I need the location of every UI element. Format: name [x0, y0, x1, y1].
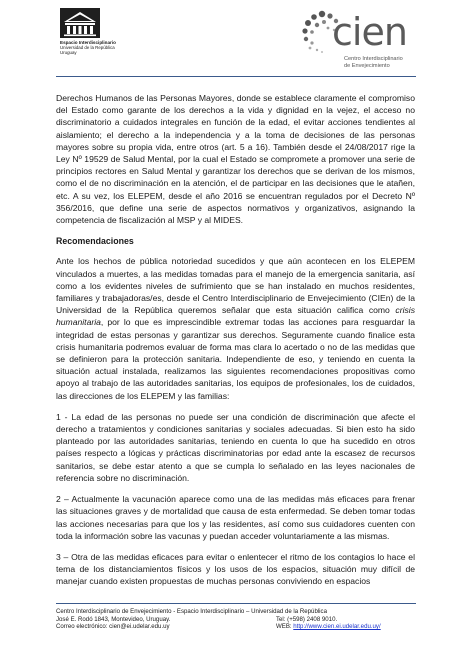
- building-logo-icon: [60, 8, 100, 38]
- footer-email: Correo electrónico: cien@ei.udelar.edu.uy: [56, 623, 170, 631]
- crisis-humanitaria-emphasis: crisis humanitaria: [56, 305, 415, 328]
- section-heading-recomendaciones: Recomendaciones: [56, 236, 134, 247]
- document-body: [56, 92, 415, 597]
- page-header: [0, 0, 470, 92]
- paragraph-intro-part-b: , por lo que es imprescindible extremar todas las acciones para resguardar la integridad de estas personas y garantizar sus derechos. Seguramente cuando finalice esta crisis humanitaria podremos evaluar de forma mas clara lo acertado o no de las medidas que se definieron para la protección sanitaria. Independiente de eso, y teniendo en cuenta la situación actual instalada, realizamos las siguientes recomendaciones propositivas como apoyo al trabajo de las autoridades sanitarias, los equipos de profesionales, los de cuidados, las direcciones de los ELEPEM y las familias:: [56, 317, 415, 401]
- recommendation-2: 2 – Actualmente la vacunación aparece como una de las medidas más eficaces para frenar las situaciones graves y de mortalidad que causa de esta enfermedad. Se deben tomar todas las acciones necesarias para que los y las residentes, así como sus cuidadores cuenten con toda la información sobre las vacunas y puedan acceder voluntariamente a las mismas.: [56, 494, 415, 541]
- recommendation-3: 3 – Otra de las medidas eficaces para evitar o enlentecer el ritmo de los contagios lo hace el tema de los distanciamientos físicos y los usos de los espacios, situación muy difícil de manejar cuando existen propuestas de muchas personas conviviendo en espacios: [56, 551, 415, 587]
- logo-line-3: Uruguay: [60, 50, 77, 55]
- footer-address: José E. Rodó 1843, Montevideo, Uruguay.: [56, 615, 171, 623]
- footer-institution: Centro Interdisciplinario de Envejecimiento - Espacio Interdisciplinario – Universidad de la República: [56, 608, 327, 615]
- cien-wordmark: cien: [332, 10, 407, 54]
- cien-subtitle: [344, 56, 403, 69]
- cien-logo: [300, 10, 420, 69]
- footer-row-contact: [56, 616, 416, 624]
- footer-web-label: WEB:: [276, 623, 294, 631]
- footer-phone: Tel: (+598) 2408 9010.: [276, 615, 338, 623]
- footer-web-link[interactable]: http://www.cien.ei.udelar.edu.uy/: [293, 623, 381, 631]
- paragraph-intro-recommendations: [56, 255, 415, 401]
- logo-line-1: Espacio Interdisciplinario: [60, 40, 116, 45]
- header-divider: [56, 76, 416, 77]
- espacio-interdisciplinario-logo: [60, 8, 140, 55]
- recommendation-1: 1 - La edad de las personas no puede ser una condición de discriminación que afecte el derecho a tratamientos y condiciones sanitarias y sociales adecuadas. Si bien esto ha sido planteado por las autoridades sanitarias, teniendo en cuenta lo que ha sucedido en otros países respecto a lógicas y prácticas discriminatorias por edad ante la escasez de recursos sanitarios, se debe estar atento a que se cumpla lo señalado en las leyes nacionales de referencia sobre no discriminación.: [56, 411, 415, 483]
- cien-subtitle-line-1: Centro Interdisciplinario: [344, 56, 403, 62]
- cien-subtitle-line-2: de Envejecimiento: [344, 62, 390, 69]
- paragraph-legal-framework: Derechos Humanos de las Personas Mayores, donde se establece claramente el compromiso del Estado como garante de los derechos a la vida y dignidad en la vejez, el acceso no discriminatorio a cuidados integrales en función de la edad, el evitar acciones tendientes al aislamiento; el derecho a la independencia y a la toma de decisiones de las personas mayores sobre su propia vida, entre otros (art. 5 a 16). También desde el 24/08/2017 rige la Ley Nº 19529 de Salud Mental, por la cual el Estado se compromete a promover una serie de principios rectores en Salud Mental y garantizar los derechos que se derivan de los mismos, como el de no discriminación en la atención, el de participar en las decisiones que le atañen, etc. A su vez, los ELEPEM, desde el año 2016 se encuentran regulados por el Decreto Nº 356/2016, que define una serie de aspectos normativos y organizativos, asignando la competencia de fiscalización al MSP y al MIDES.: [56, 93, 415, 226]
- footer-row-links: [56, 623, 416, 631]
- logo-line-2: Universidad de la República: [60, 45, 115, 50]
- paragraph-intro-part-a: Ante los hechos de pública notoriedad sucedidos y que aún acontecen en los ELEPEM vinculados a muertes, a las medidas tomadas para el manejo de la emergencia sanitaria, así como a los evidentes niveles de sufrimiento que se han instalado en muchos residentes, familiares y trabajadoras/es, desde el Centro Interdisciplinario de Envejecimiento (CIEn) de la Universidad de la República queremos señalar que esta situación califica como: [56, 256, 415, 316]
- page-footer: [56, 603, 416, 631]
- footer-web: [276, 623, 416, 631]
